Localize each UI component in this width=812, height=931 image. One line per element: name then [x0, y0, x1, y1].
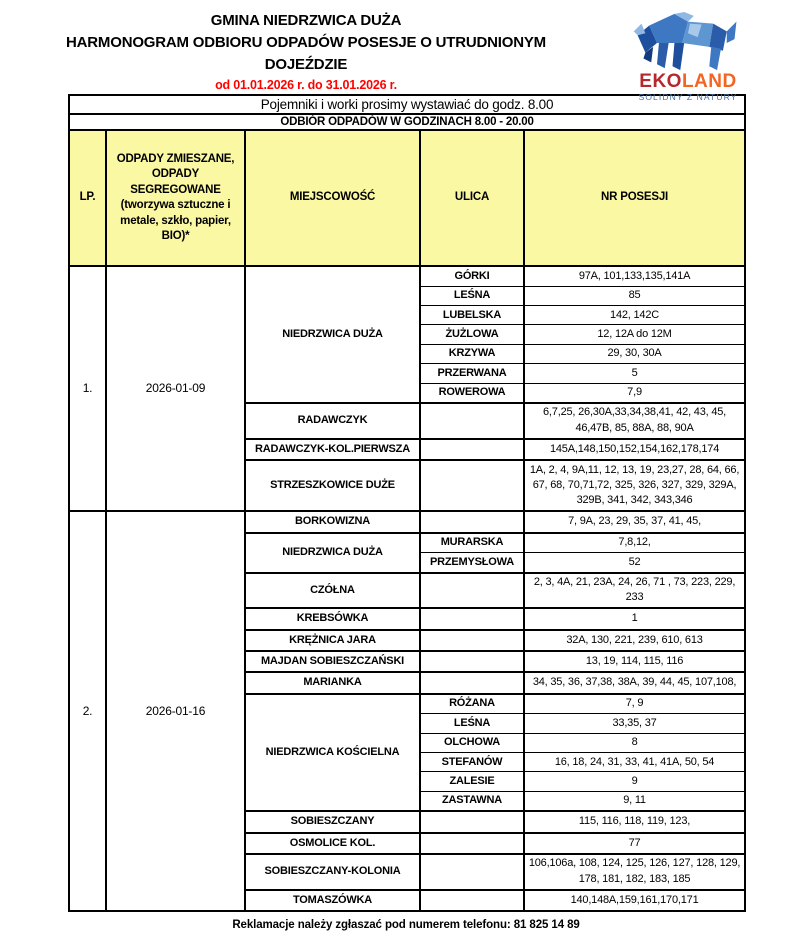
city-name: TOMASZÓWKA — [245, 890, 420, 911]
city-name: NIEDRZWICA DUŻA — [245, 266, 420, 403]
street-name: STEFANÓW — [420, 753, 524, 772]
notice-containers: Pojemniki i worki prosimy wystawiać do godz. 8.00 — [69, 95, 745, 114]
house-numbers: 142, 142C — [524, 306, 745, 325]
notice-row-2 — [69, 114, 745, 130]
notice-hours: ODBIÓR ODPADÓW W GODZINACH 8.00 - 20.00 — [69, 114, 745, 130]
bison-icon — [598, 10, 778, 72]
brand-part-land: LAND — [681, 71, 737, 92]
street-name — [420, 608, 524, 629]
street-name — [420, 573, 524, 609]
col-header-waste-types: ODPADY ZMIESZANE, ODPADY SEGREGOWANE (tworzywa sztuczne i metale, szkło, papier, BIO)* — [106, 130, 245, 266]
city-name: OSMOLICE KOL. — [245, 833, 420, 854]
street-name: LUBELSKA — [420, 306, 524, 325]
house-numbers: 140,148A,159,161,170,171 — [524, 890, 745, 911]
house-numbers: 12, 12A do 12M — [524, 325, 745, 344]
city-name: NIEDRZWICA DUŻA — [245, 533, 420, 573]
street-name — [420, 854, 524, 890]
street-name — [420, 460, 524, 511]
house-numbers: 34, 35, 36, 37,38, 38A, 39, 44, 45, 107,108, — [524, 672, 745, 693]
house-numbers: 145A,148,150,152,154,162,178,174 — [524, 439, 745, 460]
street-name: KRZYWA — [420, 344, 524, 363]
street-name: LEŚNA — [420, 714, 524, 733]
col-header-lp: LP. — [69, 130, 106, 266]
house-numbers: 97A, 101,133,135,141A — [524, 266, 745, 286]
house-numbers: 115, 116, 118, 119, 123, — [524, 811, 745, 832]
house-numbers: 106,106a, 108, 124, 125, 126, 127, 128, 129, 178, 181, 182, 183, 185 — [524, 854, 745, 890]
house-numbers: 32A, 130, 221, 239, 610, 613 — [524, 630, 745, 651]
schedule-table-head — [69, 95, 745, 266]
city-name: SOBIESZCZANY-KOLONIA — [245, 854, 420, 890]
city-name: RADAWCZYK — [245, 403, 420, 439]
street-name — [420, 833, 524, 854]
house-numbers: 7,9 — [524, 383, 745, 403]
collection-date: 2026-01-16 — [106, 511, 245, 911]
city-name: NIEDRZWICA KOŚCIELNA — [245, 694, 420, 811]
brand-wordmark — [598, 72, 778, 91]
collection-date: 2026-01-09 — [106, 266, 245, 511]
street-name: ZALESIE — [420, 772, 524, 791]
street-name — [420, 890, 524, 911]
house-numbers: 7,8,12, — [524, 533, 745, 553]
table-row — [69, 511, 745, 532]
house-numbers: 2, 3, 4A, 21, 23A, 24, 26, 71 , 73, 223, 229, 233 — [524, 573, 745, 609]
street-name — [420, 672, 524, 693]
ekoland-logo — [598, 10, 778, 102]
house-numbers: 1 — [524, 608, 745, 629]
house-numbers: 29, 30, 30A — [524, 344, 745, 363]
title-line-1: GMINA NIEDRZWICA DUŻA — [210, 12, 402, 29]
col-header-numbers: NR POSESJI — [524, 130, 745, 266]
street-name — [420, 811, 524, 832]
house-numbers: 9, 11 — [524, 791, 745, 811]
lp-value: 2. — [69, 511, 106, 911]
schedule-table-body — [69, 266, 745, 911]
street-name — [420, 630, 524, 651]
brand-part-eko: EKO — [639, 71, 682, 92]
house-numbers: 7, 9 — [524, 694, 745, 714]
street-name — [420, 439, 524, 460]
house-numbers: 33,35, 37 — [524, 714, 745, 733]
city-name: KRĘŻNICA JARA — [245, 630, 420, 651]
complaints-footer: Reklamacje należy zgłaszać pod numerem telefonu: 81 825 14 89 — [232, 919, 580, 931]
house-numbers: 9 — [524, 772, 745, 791]
house-numbers: 52 — [524, 553, 745, 573]
title-line-3: DOJEŹDZIE — [264, 55, 348, 73]
street-name: ŻUŻLOWA — [420, 325, 524, 344]
house-numbers: 5 — [524, 364, 745, 383]
street-name: PRZERWANA — [420, 364, 524, 383]
city-name: SOBIESZCZANY — [245, 811, 420, 832]
street-name: LEŚNA — [420, 286, 524, 305]
street-name — [420, 651, 524, 672]
street-name: MURARSKA — [420, 533, 524, 553]
column-header-row — [69, 130, 745, 266]
title-block — [0, 6, 612, 92]
col-header-street: ULICA — [420, 130, 524, 266]
city-name: KREBSÓWKA — [245, 608, 420, 629]
city-name: MAJDAN SOBIESZCZAŃSKI — [245, 651, 420, 672]
house-numbers: 7, 9A, 23, 29, 35, 37, 41, 45, — [524, 511, 745, 532]
house-numbers: 16, 18, 24, 31, 33, 41, 41A, 50, 54 — [524, 753, 745, 772]
street-name: ZASTAWNA — [420, 791, 524, 811]
city-name: RADAWCZYK-KOL.PIERWSZA — [245, 439, 420, 460]
street-name — [420, 511, 524, 532]
street-name: PRZEMYSŁOWA — [420, 553, 524, 573]
street-name: OLCHOWA — [420, 733, 524, 752]
house-numbers: 85 — [524, 286, 745, 305]
city-name: MARIANKA — [245, 672, 420, 693]
lp-value: 1. — [69, 266, 106, 511]
street-name: GÓRKI — [420, 266, 524, 286]
city-name: STRZESZKOWICE DUŻE — [245, 460, 420, 511]
schedule-table — [68, 94, 746, 912]
street-name: ROWEROWA — [420, 383, 524, 403]
house-numbers: 6,7,25, 26,30A,33,34,38,41, 42, 43, 45, 46,47B, 85, 88A, 88, 90A — [524, 403, 745, 439]
house-numbers: 8 — [524, 733, 745, 752]
street-name: RÓŻANA — [420, 694, 524, 714]
table-row — [69, 266, 745, 286]
schedule-date-range: od 01.01.2026 r. do 31.01.2026 r. — [215, 78, 397, 93]
street-name — [420, 403, 524, 439]
house-numbers: 1A, 2, 4, 9A,11, 12, 13, 19, 23,27, 28, 64, 66, 67, 68, 70,71,72, 325, 326, 327, 329, 329A, 329B, 341, 342, 343,346 — [524, 460, 745, 511]
col-header-city: MIEJSCOWOŚĆ — [245, 130, 420, 266]
schedule-table-wrapper — [68, 94, 744, 912]
house-numbers: 77 — [524, 833, 745, 854]
brand-tagline: SOLIDNY Z NATURY — [638, 92, 738, 102]
city-name: BORKOWIZNA — [245, 511, 420, 532]
title-line-2: HARMONOGRAM ODBIORU ODPADÓW POSESJE O UTRUDNIONYM — [66, 33, 546, 51]
city-name: CZÓŁNA — [245, 573, 420, 609]
house-numbers: 13, 19, 114, 115, 116 — [524, 651, 745, 672]
document-header — [0, 6, 812, 102]
